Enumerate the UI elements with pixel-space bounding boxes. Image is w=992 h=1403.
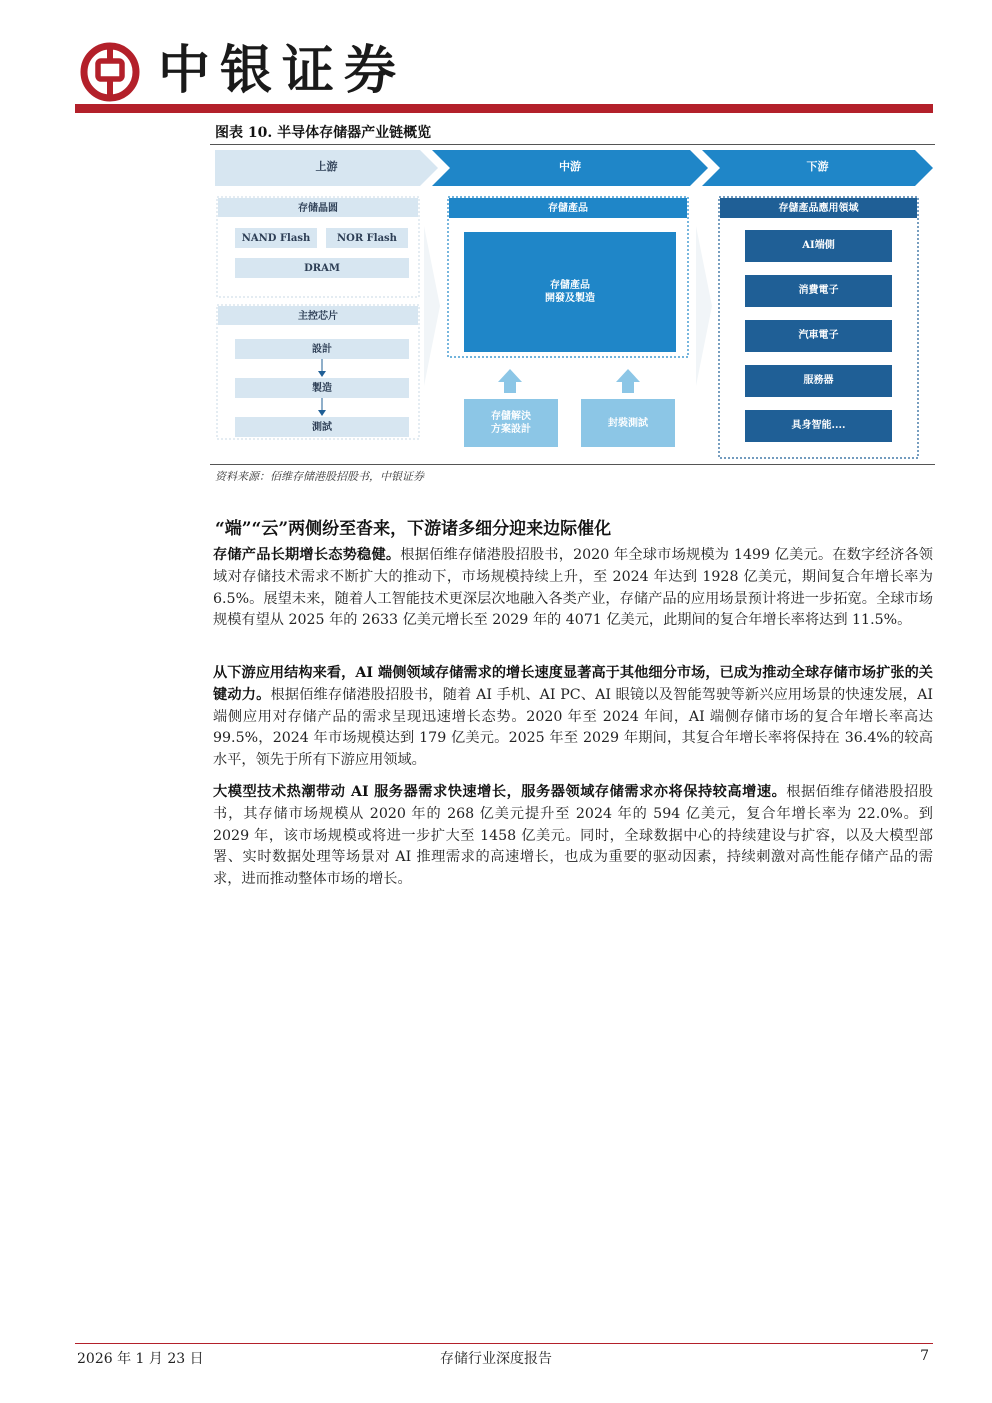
- dram-label: DRAM: [304, 263, 340, 274]
- solution-design-label-1: 存儲解決: [491, 411, 531, 422]
- figure-bottom-rule: [210, 464, 935, 465]
- stage-midstream-label: 中游: [559, 160, 581, 173]
- app-label-embodied: 具身智能....: [791, 420, 846, 431]
- app-label-ai-edge: AI端側: [802, 240, 835, 251]
- bank-of-china-logo-icon: [80, 42, 140, 102]
- paragraph-body: 根据佰维存储港股招股书，其存储市场规模从 2020 年的 268 亿美元提升至 2024 年的 594 亿美元，复合年增长率为 22.0%。到 2029 年，该市场规模或将进一步扩大至 1458 亿美元。同时，全球数据中心的持续建设与扩容，以及大模型部署、实时数据处理等场景对 AI 推理需求的高速增长，也成为重要的驱动因素，持续刺激对高性能存储产品的需求，进而推动整体市场的增长。: [213, 784, 933, 888]
- section-heading: “端”“云”两侧纷至沓来，下游诸多细分迎来边际催化: [215, 519, 612, 539]
- supply-chain-diagram: [210, 146, 935, 462]
- app-label-consumer: 消費電子: [798, 285, 839, 296]
- footer-rule: [75, 1343, 933, 1344]
- midstream-header-label: 存儲產品: [548, 203, 588, 214]
- controller-header-label: 主控芯片: [298, 311, 338, 322]
- packaging-label: 封裝測試: [608, 418, 648, 429]
- downstream-header-label: 存儲產品應用領域: [778, 203, 859, 214]
- up-arrow-left: [498, 369, 522, 393]
- paragraph-market-growth: [213, 545, 933, 632]
- flow-arrow-1: [424, 226, 440, 386]
- manufacturing-label: 製造: [312, 383, 332, 394]
- paragraph-lead: 存储产品长期增长态势稳健。: [213, 547, 401, 563]
- footer-date: 2026 年 1 月 23 日: [77, 1351, 204, 1367]
- brand-name: 中银证券: [158, 40, 407, 101]
- solution-design-label-2: 方案設計: [491, 424, 531, 435]
- paragraph-ai-edge: [213, 663, 933, 772]
- paragraph-body: 根据佰维存储港股招股书，随着 AI 手机、AI PC、AI 眼镜以及智能驾驶等新兴应用场景的快速发展，AI 端侧应用对存储产品的需求呈现迅速增长态势。2020 年至 2024 年间，AI 端侧存储市场的复合年增长率高达 99.5%，2024 年市场规模达到 179 亿美元。2025 年至 2029 年期间，其复合年增长率将保持在 36.4%的较高水平，领先于所有下游应用领域。: [213, 686, 933, 769]
- paragraph-lead: 大模型技术热潮带动 AI 服务器需求快速增长，服务器领域存储需求亦将保持较高增速。: [213, 784, 787, 800]
- stage-downstream-label: 下游: [806, 160, 829, 173]
- figure-title: 图表 10. 半导体存储器产业链概览: [215, 125, 432, 141]
- app-label-server: 服務器: [803, 375, 834, 386]
- figure-top-rule: [210, 144, 935, 145]
- up-arrow-right: [616, 369, 640, 393]
- nor-label: NOR Flash: [337, 233, 397, 244]
- wafer-header-label: 存储晶圆: [298, 203, 338, 214]
- design-label: 設計: [312, 344, 332, 355]
- figure-source: 资料来源：佰维存储港股招股书，中银证券: [215, 470, 424, 483]
- testing-label: 測試: [312, 422, 332, 433]
- footer-report-name: 存储行业深度报告: [440, 1351, 552, 1367]
- paragraph-body: 根据佰维存储港股招股书，2020 年全球市场规模为 1499 亿美元。在数字经济各领域对存储技术需求不断扩大的推动下，市场规模持续上升，至 2024 年达到 1928 亿美元，期间复合年增长率为 6.5%。展望未来，随着人工智能技术更深层次地融入各类产业，存储产品的应用场景预计将进一步拓宽。全球市场规模有望从 2025 年的 2633 亿美元增长至 2029 年的 4071 亿美元，此期间的复合年增长率将达到 11.5%。: [213, 547, 933, 629]
- paragraph-server: [213, 782, 933, 891]
- header-accent-bar: [75, 104, 933, 113]
- app-label-auto: 汽車電子: [798, 330, 839, 341]
- midstream-core-label-1: 存儲產品: [550, 280, 590, 291]
- nand-label: NAND Flash: [241, 233, 311, 244]
- midstream-core-label-2: 開發及製造: [545, 293, 595, 304]
- stage-upstream-label: 上游: [315, 160, 338, 173]
- paragraph-lead: 从下游应用结构来看，AI 端侧领域存储需求的增长速度显著高于其他细分市场，已成为推动全球存储市场扩张的关键动力。: [213, 665, 933, 703]
- flow-arrow-2: [696, 226, 712, 386]
- footer-page-number: 7: [920, 1348, 929, 1364]
